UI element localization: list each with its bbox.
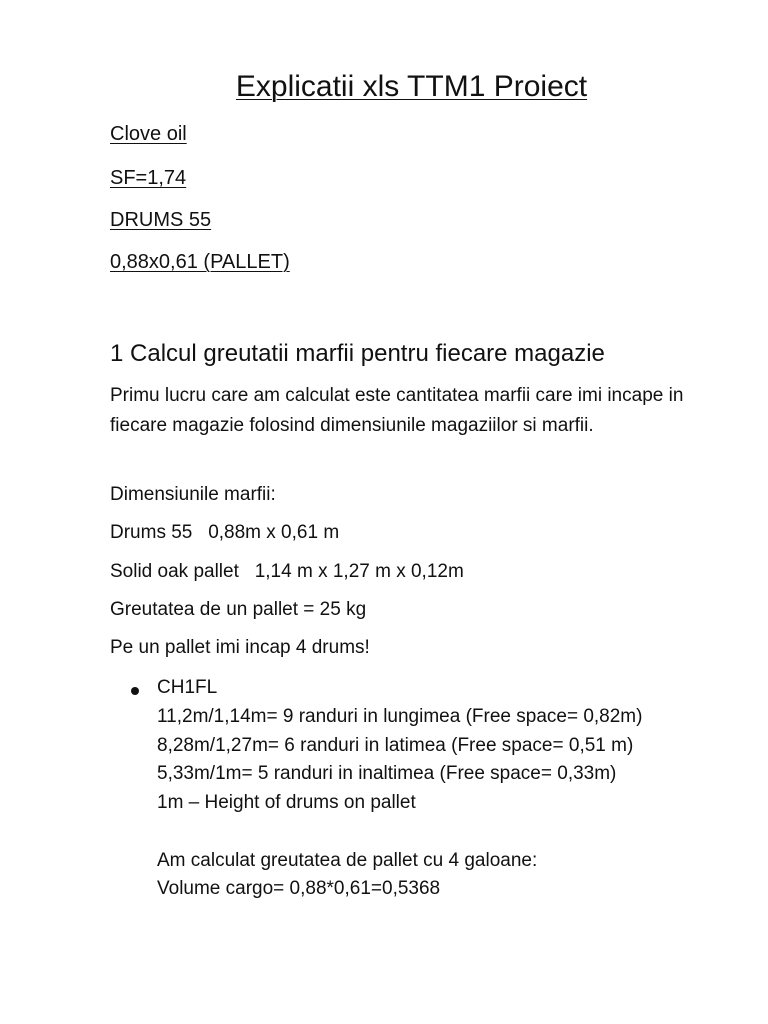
bullet-line: Am calculat greutatea de pallet cu 4 galoane:: [157, 850, 538, 871]
bullet-line: 8,28m/1,27m= 6 randuri in latimea (Free space= 0,51 m): [157, 735, 634, 756]
stowage-factor: SF=1,74: [110, 167, 187, 189]
text-line: Greutatea de un pallet = 25 kg: [110, 599, 367, 620]
text-line: Pe un pallet imi incap 4 drums!: [110, 637, 370, 658]
document-title: Explicatii xls TTM1 Proiect: [235, 70, 588, 103]
bullet-label: CH1FL: [157, 677, 218, 698]
text-line: Solid oak pallet 1,14 m x 1,27 m x 0,12m: [110, 561, 464, 582]
pallet-dimensions: 0,88x0,61 (PALLET): [110, 251, 290, 273]
section-heading: 1 Calcul greutatii marfii pentru fiecare magazie: [110, 340, 605, 367]
bullet-line: 5,33m/1m= 5 randuri in inaltimea (Free space= 0,33m): [157, 763, 617, 784]
bullet-line: 11,2m/1,14m= 9 randuri in lungimea (Free space= 0,82m): [157, 706, 643, 727]
cargo-name: Clove oil: [110, 123, 187, 145]
intro-paragraph: Primu lucru care am calculat este cantitatea marfii care imi incape in fiecare magazie folosind dimensiunile magaziilor si marfii.: [110, 385, 684, 436]
text-line: Drums 55 0,88m x 0,61 m: [110, 522, 340, 543]
bullet-icon: [131, 687, 139, 695]
packaging-type: DRUMS 55: [110, 209, 212, 231]
text-line: Dimensiunile marfii:: [110, 484, 276, 505]
bullet-line: Volume cargo= 0,88*0,61=0,5368: [157, 878, 441, 899]
bullet-line: 1m – Height of drums on pallet: [157, 792, 416, 813]
